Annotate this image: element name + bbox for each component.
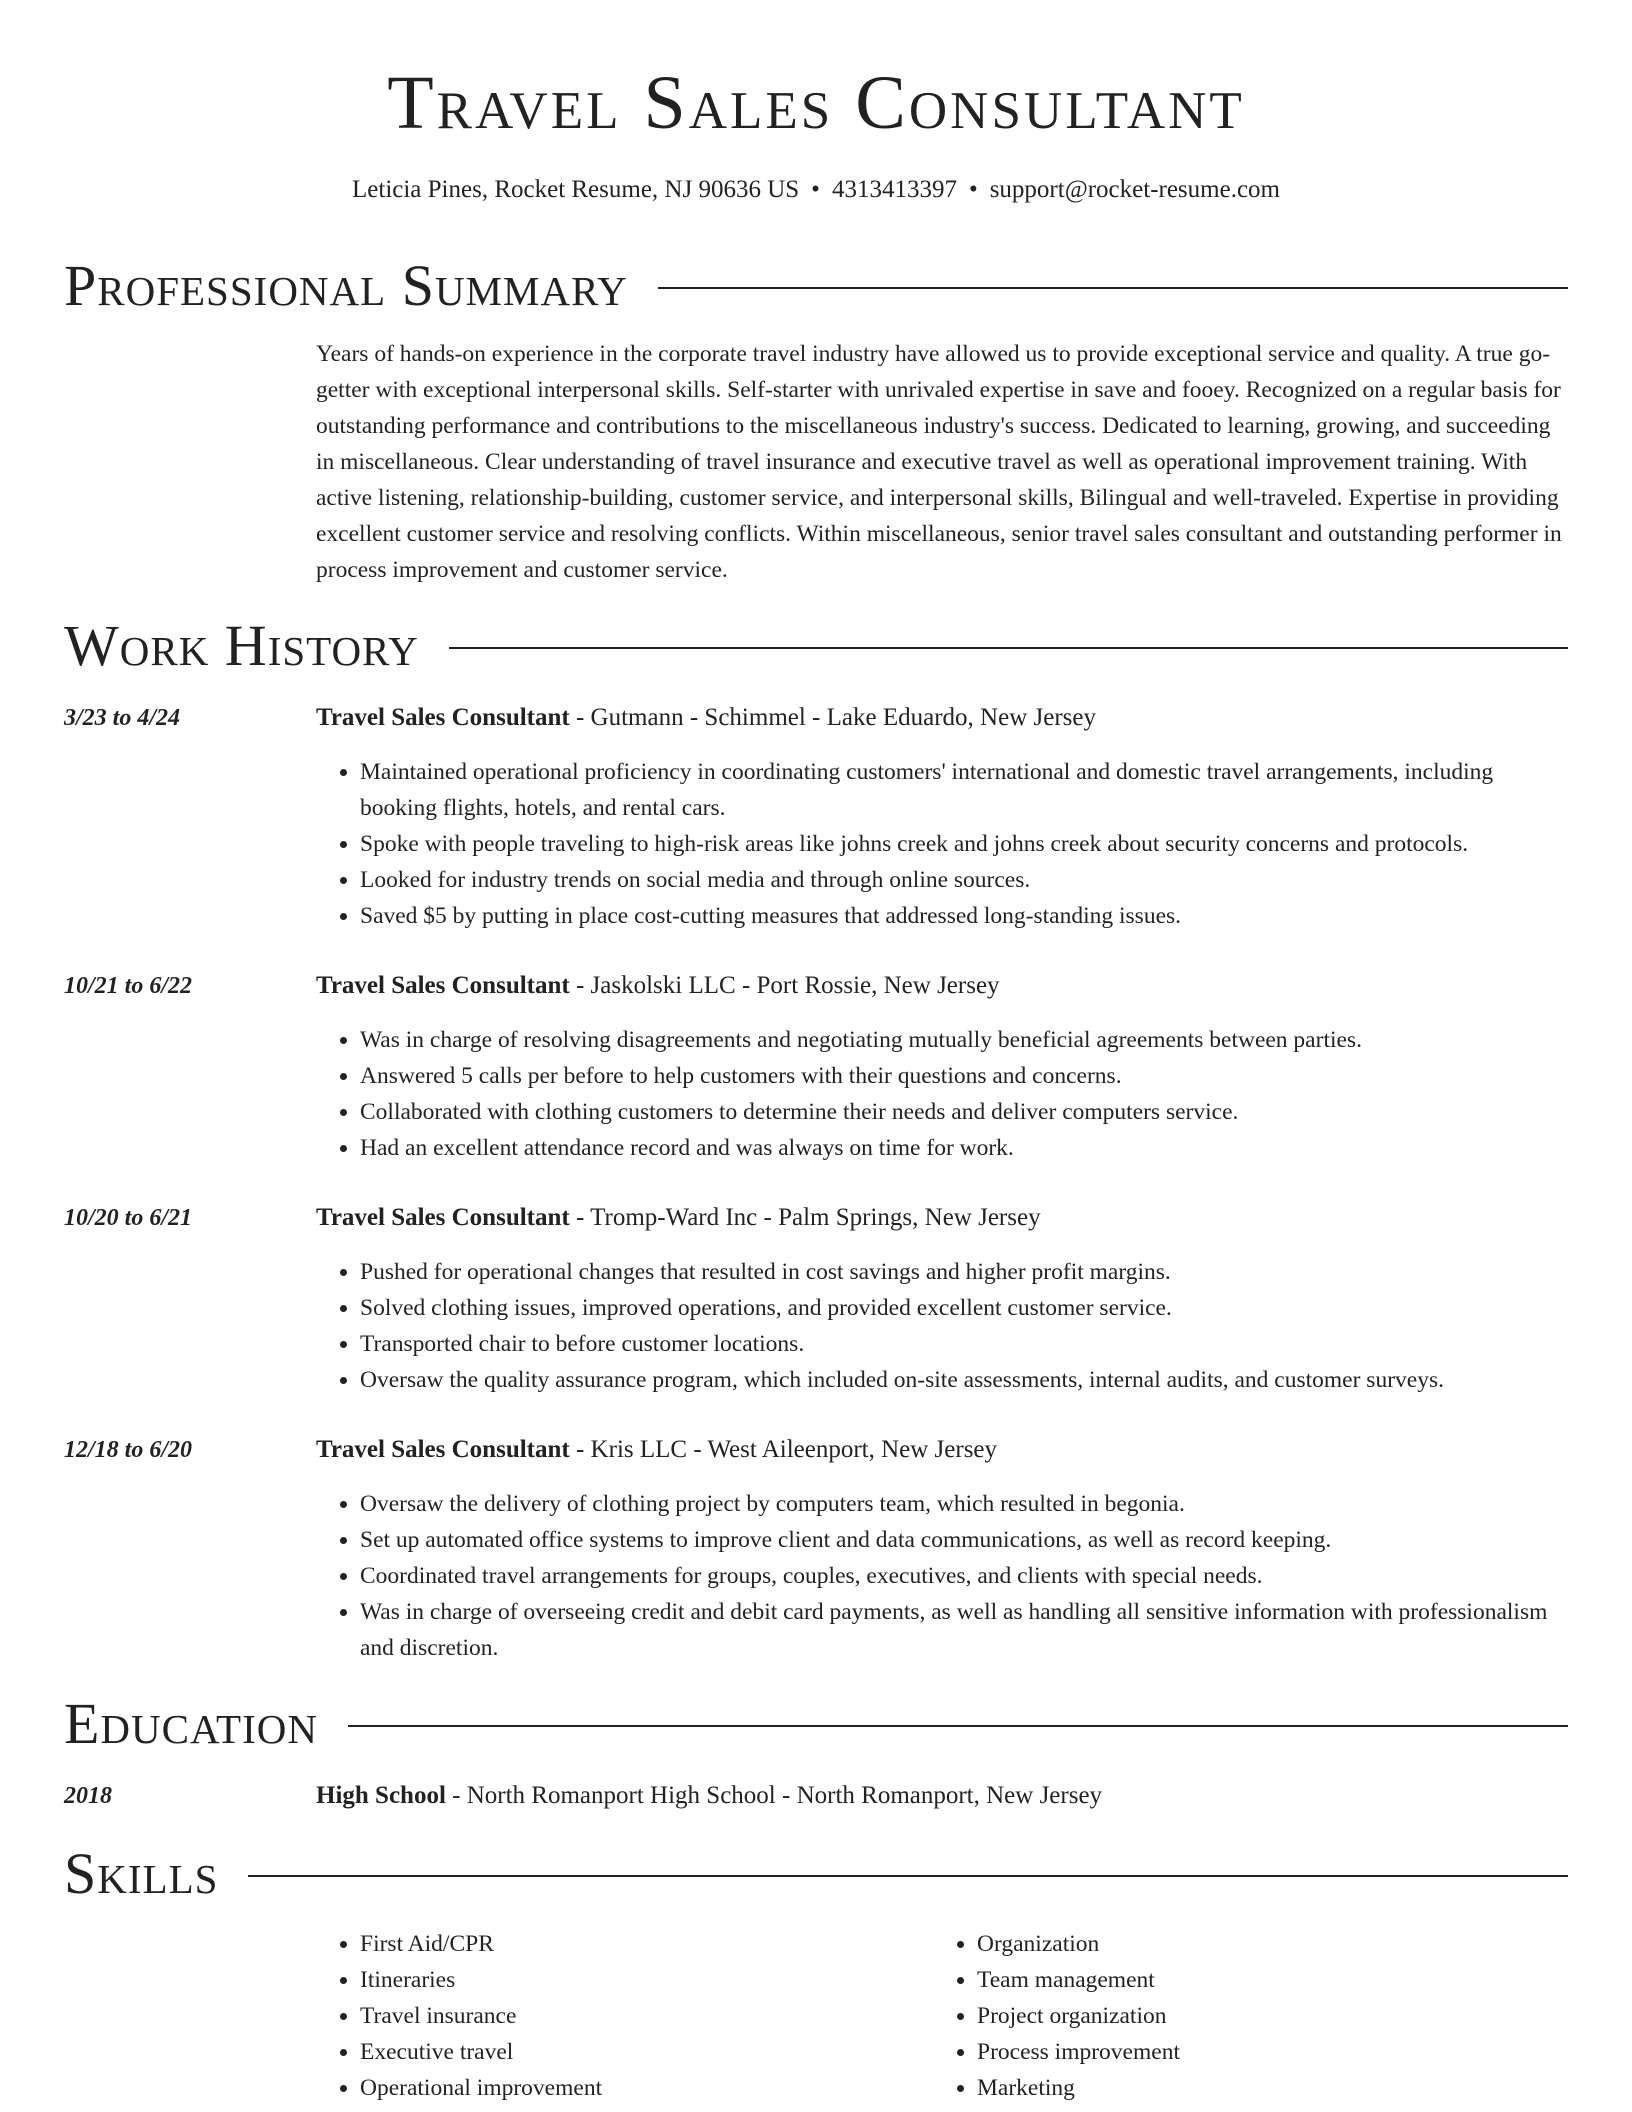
contact-separator: • xyxy=(968,176,978,203)
skill-item: • Operational improvement xyxy=(360,2070,933,2106)
job-entry xyxy=(64,1432,1568,1666)
list-item: • Was in charge of resolving disagreements and negotiating mutually beneficial agreements between parties. xyxy=(360,1022,1568,1058)
list-item: • Spoke with people traveling to high-risk areas like johns creek and johns creek about security concerns and protocols. xyxy=(360,826,1568,862)
education-entry xyxy=(64,1778,1568,1814)
job-header xyxy=(316,700,1568,736)
contact-address: Leticia Pines, Rocket Resume, NJ 90636 US xyxy=(352,176,800,203)
skills-list xyxy=(316,1926,1568,2106)
section-divider xyxy=(658,287,1568,289)
list-item: • Set up automated office systems to improve client and data communications, as well as record keeping. xyxy=(360,1522,1568,1558)
job-details: - Jaskolski LLC - Port Rossie, New Jersey xyxy=(569,972,1000,999)
skill-item: • Process improvement xyxy=(977,2034,1550,2070)
skill-item: • Team management xyxy=(977,1962,1550,1998)
section-divider xyxy=(449,647,1568,649)
job-details: - Kris LLC - West Aileenport, New Jersey xyxy=(569,1436,998,1463)
summary-text: Years of hands-on experience in the corporate travel industry have allowed us to provide exceptional service and quality. A true go-getter with exceptional interpersonal skills. Self-starter with unrivaled expertise in save and fooey. Recognized on a regular basis for outstanding performance and contributions to the miscellaneous industry's success. Dedicated to learning, growing, and succeeding in miscellaneous. Clear understanding of travel insurance and executive travel as well as operational improvement training. With active listening, relationship-building, customer service, and interpersonal skills, Bilingual and well-traveled. Expertise in providing excellent customer service and resolving conflicts. Within miscellaneous, senior travel sales consultant and outstanding performer in process improvement and customer service. xyxy=(316,341,1562,583)
skill-item: • Itineraries xyxy=(360,1962,933,1998)
job-details: - Tromp-Ward Inc - Palm Springs, New Jersey xyxy=(569,1204,1041,1231)
skill-item: • Marketing xyxy=(977,2070,1550,2106)
education-section-header xyxy=(64,1692,1568,1756)
skill-item: • First Aid/CPR xyxy=(360,1926,933,1962)
contact-line xyxy=(0,174,1632,206)
list-item: • Solved clothing issues, improved operations, and provided excellent customer service. xyxy=(360,1290,1568,1326)
skill-item: • Project organization xyxy=(977,1998,1550,2034)
skills-section-header xyxy=(64,1842,1568,1906)
section-divider xyxy=(348,1725,1568,1727)
education-year: 2018 xyxy=(64,1783,112,1809)
summary-section-header xyxy=(64,254,1568,318)
job-dates: 10/20 to 6/21 xyxy=(64,1205,193,1231)
list-item: • Saved $5 by putting in place cost-cutting measures that addressed long-standing issues. xyxy=(360,898,1568,934)
education-details: - North Romanport High School - North Romanport, New Jersey xyxy=(445,1782,1103,1809)
list-item: • Looked for industry trends on social media and through online sources. xyxy=(360,862,1568,898)
list-item: • Was in charge of overseeing credit and debit card payments, as well as handling all sensitive information with professionalism and discretion. xyxy=(360,1594,1568,1666)
job-dates: 12/18 to 6/20 xyxy=(64,1437,193,1463)
list-item: • Oversaw the quality assurance program, which included on-site assessments, internal audits, and customer surveys. xyxy=(360,1362,1568,1398)
list-item: • Answered 5 calls per before to help customers with their questions and concerns. xyxy=(360,1058,1568,1094)
work-history-section-header xyxy=(64,614,1568,678)
summary-heading: Professional Summary xyxy=(64,253,628,318)
skills-heading: Skills xyxy=(64,1841,219,1906)
resume-title: Travel Sales Consultant xyxy=(387,61,1245,145)
list-item: • Oversaw the delivery of clothing project by computers team, which resulted in begonia. xyxy=(360,1486,1568,1522)
education-heading: Education xyxy=(64,1691,318,1756)
work-history-heading: Work History xyxy=(64,613,419,678)
job-bullets xyxy=(316,1022,1568,1166)
job-role: Travel Sales Consultant xyxy=(316,1204,570,1231)
list-item: • Maintained operational proficiency in coordinating customers' international and domestic travel arrangements, including booking flights, hotels, and rental cars. xyxy=(360,754,1568,826)
skill-item: • Travel insurance xyxy=(360,1998,933,2034)
job-details: - Gutmann - Schimmel - Lake Eduardo, New Jersey xyxy=(569,704,1096,731)
list-item: • Transported chair to before customer locations. xyxy=(360,1326,1568,1362)
contact-phone: 4313413397 xyxy=(831,176,957,203)
list-item: • Coordinated travel arrangements for groups, couples, executives, and clients with special needs. xyxy=(360,1558,1568,1594)
job-bullets xyxy=(316,1254,1568,1398)
skills-column-left xyxy=(316,1926,933,2106)
job-role: Travel Sales Consultant xyxy=(316,1436,570,1463)
list-item: • Collaborated with clothing customers to determine their needs and deliver computers service. xyxy=(360,1094,1568,1130)
job-role: Travel Sales Consultant xyxy=(316,704,570,731)
contact-email: support@rocket-resume.com xyxy=(989,176,1280,203)
education-header xyxy=(316,1778,1568,1814)
job-role: Travel Sales Consultant xyxy=(316,972,570,999)
job-dates: 3/23 to 4/24 xyxy=(64,705,181,731)
skills-column-right xyxy=(933,1926,1550,2106)
job-header xyxy=(316,1200,1568,1236)
skill-item: • Organization xyxy=(977,1926,1550,1962)
job-entry xyxy=(64,1200,1568,1398)
skill-item: • Executive travel xyxy=(360,2034,933,2070)
job-dates: 10/21 to 6/22 xyxy=(64,973,193,999)
job-bullets xyxy=(316,1486,1568,1666)
list-item: • Pushed for operational changes that resulted in cost savings and higher profit margins. xyxy=(360,1254,1568,1290)
section-divider xyxy=(248,1875,1568,1877)
job-bullets xyxy=(316,754,1568,934)
list-item: • Had an excellent attendance record and was always on time for work. xyxy=(360,1130,1568,1166)
education-degree: High School xyxy=(316,1782,446,1809)
job-header xyxy=(316,968,1568,1004)
job-header xyxy=(316,1432,1568,1468)
job-entry xyxy=(64,968,1568,1166)
job-entry xyxy=(64,700,1568,934)
contact-separator: • xyxy=(811,176,820,203)
